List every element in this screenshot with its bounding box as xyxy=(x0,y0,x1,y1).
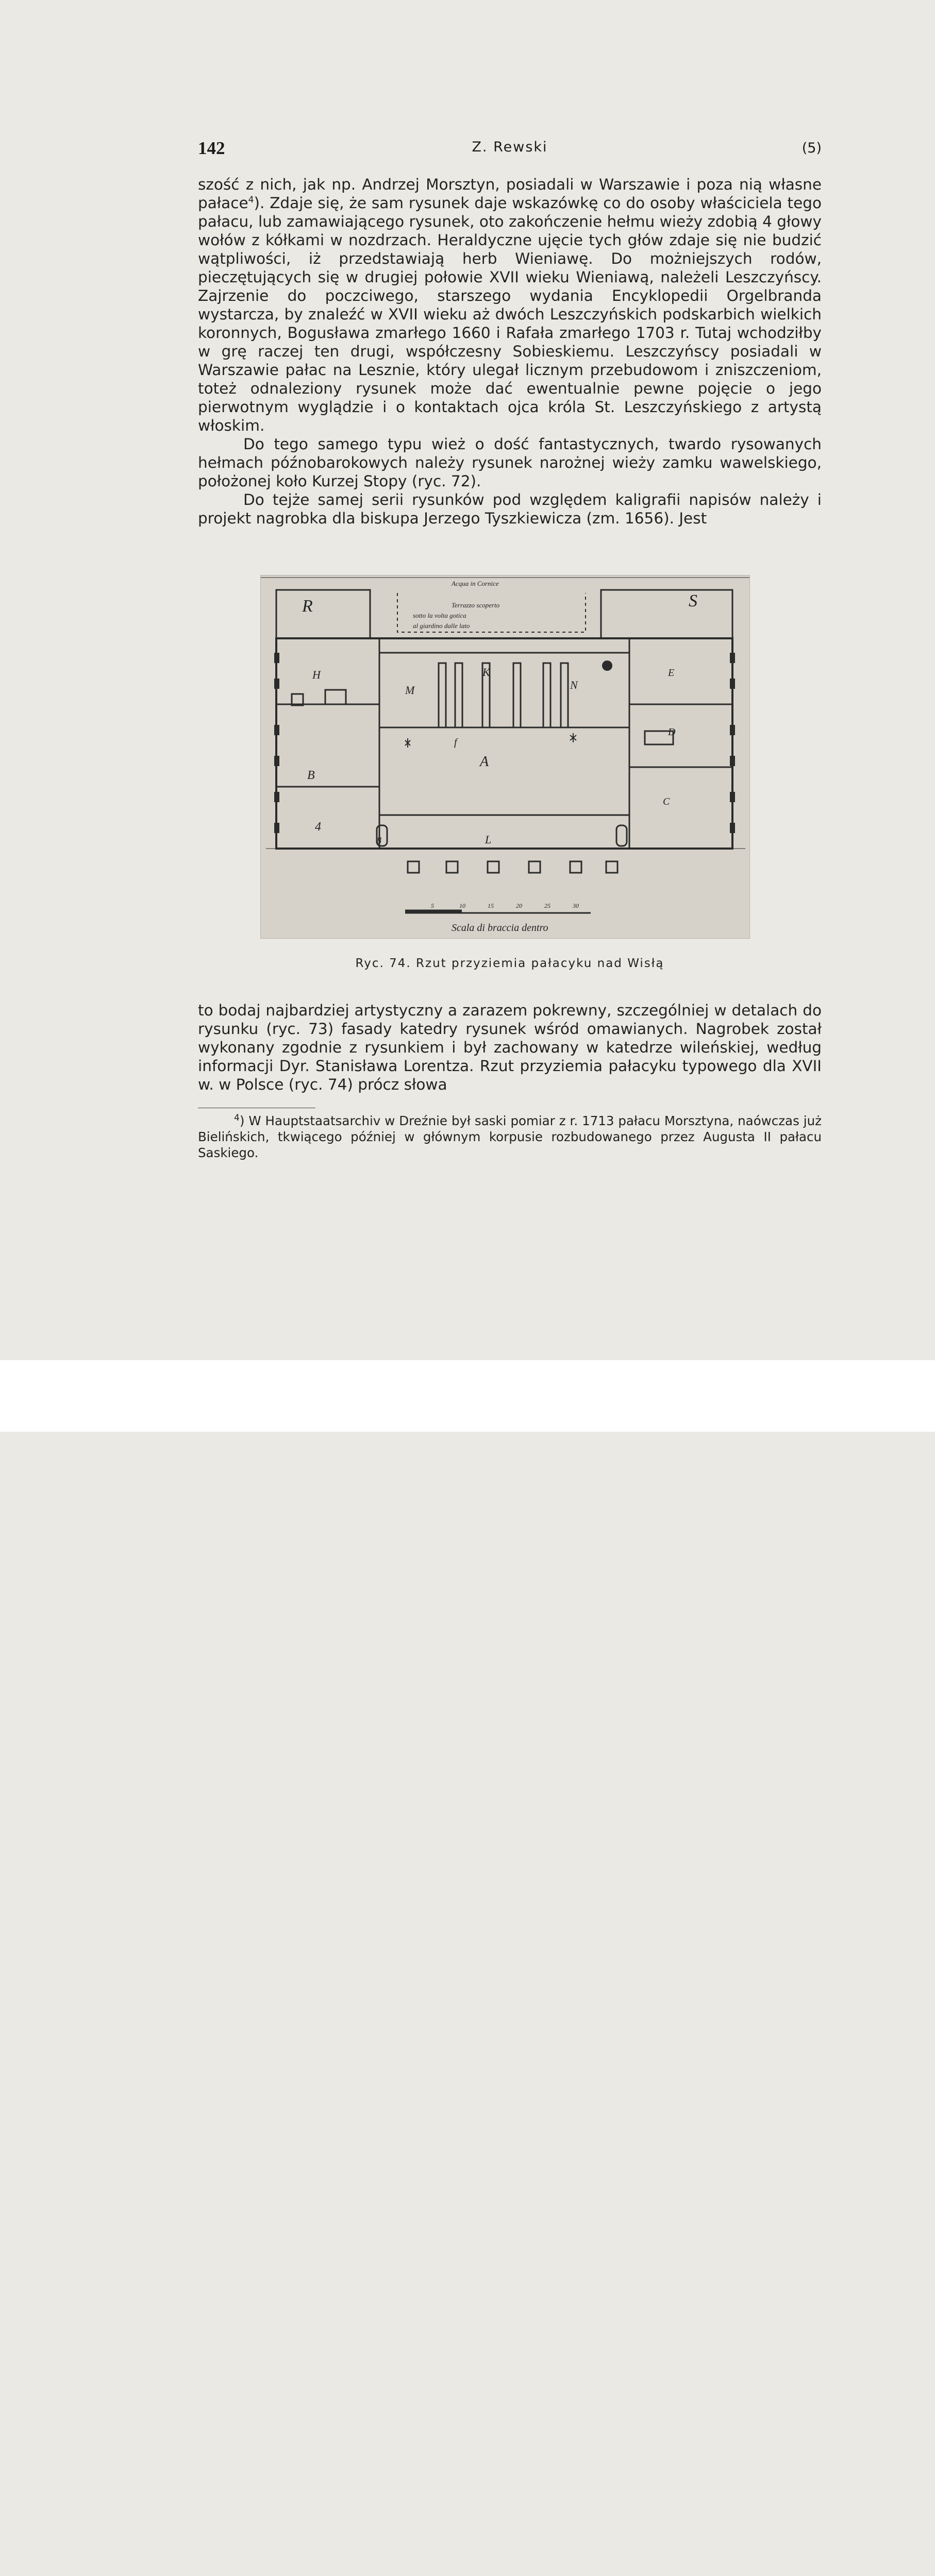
body-text-bottom xyxy=(198,1001,822,1094)
floor-plan-drawing xyxy=(261,575,749,938)
footnote-marker: 4 xyxy=(234,1112,240,1123)
room-label: C xyxy=(663,796,670,807)
scale-number: 25 xyxy=(544,902,550,909)
room-label: B xyxy=(307,769,315,782)
room-label: A xyxy=(480,754,489,770)
section-number: (5) xyxy=(802,140,822,156)
footnote-text: ) W Hauptstaatsarchiv w Dreźnie był saski pomiar z r. 1713 pałacu Morsztyna, naówczas już Bielińskich, tkwiącego później w głównym korpusie rozbudowanego przez Augusta II pałacu Saskiego. xyxy=(198,1113,822,1160)
paragraph-1: szość z nich, jak np. Andrzej Morsztyn, posiadali w Warszawie i poza nią własne pałace$^4$). Zdaje się, że sam rysunek daje wskazówkę co do osoby właściciela tego pałacu, lub zamawiającego rysunek, oto zakończenie hełmu wieży zdobią 4 głowy wołów z kółkami w nozdrzach. Heraldyczne ujęcie tych głów zdaje się nie budzić wątpliwości, iż przedstawiają herb Wieniawę. Do możniejszych rodów, pieczętujących się w drugiej połowie XVII wieku Wieniawą, należeli Leszczyńscy. Zajrzenie do poczciwego, starszego wydania Encyklopedii Orgelbranda wystarcza, by znaleźć w XVII wieku aż dwóch Leszczyńskich podskarbich wielkich koronnych, Bogusława zmarłego 1660 i Rafała zmarłego 1703 r. Tutaj wchodziłby w grę raczej ten drugi, współczesny Sobieskiemu. Leszczyńscy posiadali w Warszawie pałac na Lesznie, który ulegał licznym przebudowom i zniszczeniom, toteż odnaleziony rysunek może dać ewentualnie pewne pojęcie o jego pierwotnym wyglądzie i o kontaktach ojca króla St. Leszczyńskiego z artystą włoskim. xyxy=(198,176,822,434)
room-label: K xyxy=(482,666,490,679)
running-header xyxy=(198,138,822,161)
scale-number: 10 xyxy=(459,902,465,909)
room-label: N xyxy=(570,679,578,691)
room-label: D xyxy=(668,726,676,738)
room-label: 4 xyxy=(315,820,321,834)
room-label: L xyxy=(485,833,492,846)
scale-number: 15 xyxy=(488,902,494,909)
page-number: 142 xyxy=(198,138,225,158)
scale-number: 20 xyxy=(516,902,522,909)
footer-bar xyxy=(0,1360,935,1432)
scale-number: 5 xyxy=(431,902,434,909)
script-annotation: Acqua in Cornice xyxy=(452,580,499,587)
room-label: E xyxy=(668,667,675,679)
script-annotation: Terrazzo scoperto xyxy=(452,601,500,609)
room-label: S xyxy=(689,591,697,611)
room-label: R xyxy=(302,597,313,616)
room-label: f xyxy=(454,737,457,748)
paragraph-2: Do tego samego typu wież o dość fantastycznych, twardo rysowanych hełmach późnobarokowych należy rysunek narożnej wieży zamku wawelskiego, położonej koło Kurzej Stopy (ryc. 72). xyxy=(198,435,822,490)
paragraph-3: Do tejże samej serii rysunków pod względem kaligrafii napisów należy i projekt nagrobka dla biskupa Jerzego Tyszkiewicza (zm. 1656). Jest xyxy=(198,491,822,527)
paragraph-4: to bodaj najbardziej artystyczny a zarazem pokrewny, szczególniej w detalach do rysunku (ryc. 73) fasady katedry rysunek wśród omawianych. Nagrobek został wykonany zgodnie z rysunkiem i był zachowany w katedrze wileńskiej, według informacji Dyr. Stanisława Lorentza. Rzut przyziemia pałacyku typowego dla XVII w. w Polsce (ryc. 74) prócz słowa xyxy=(198,1002,822,1093)
room-label: 8 xyxy=(377,835,381,845)
floor-plan-figure xyxy=(260,575,750,939)
figure-caption: Ryc. 74. Rzut przyziemia pałacyku nad Wisłą xyxy=(355,957,664,970)
room-label: M xyxy=(405,684,415,697)
room-label: H xyxy=(312,668,321,681)
scale-label: Scala di braccia dentro xyxy=(452,922,548,934)
footnote-reference[interactable]: 4 xyxy=(248,195,254,206)
script-annotation: al giardino dalle lato xyxy=(413,622,470,630)
scale-number: 30 xyxy=(573,902,579,909)
footnote xyxy=(198,1113,822,1161)
running-author: Z. Rewski xyxy=(472,139,548,155)
script-annotation: sotto la volta gotica xyxy=(413,612,466,619)
body-text-top xyxy=(198,175,822,528)
